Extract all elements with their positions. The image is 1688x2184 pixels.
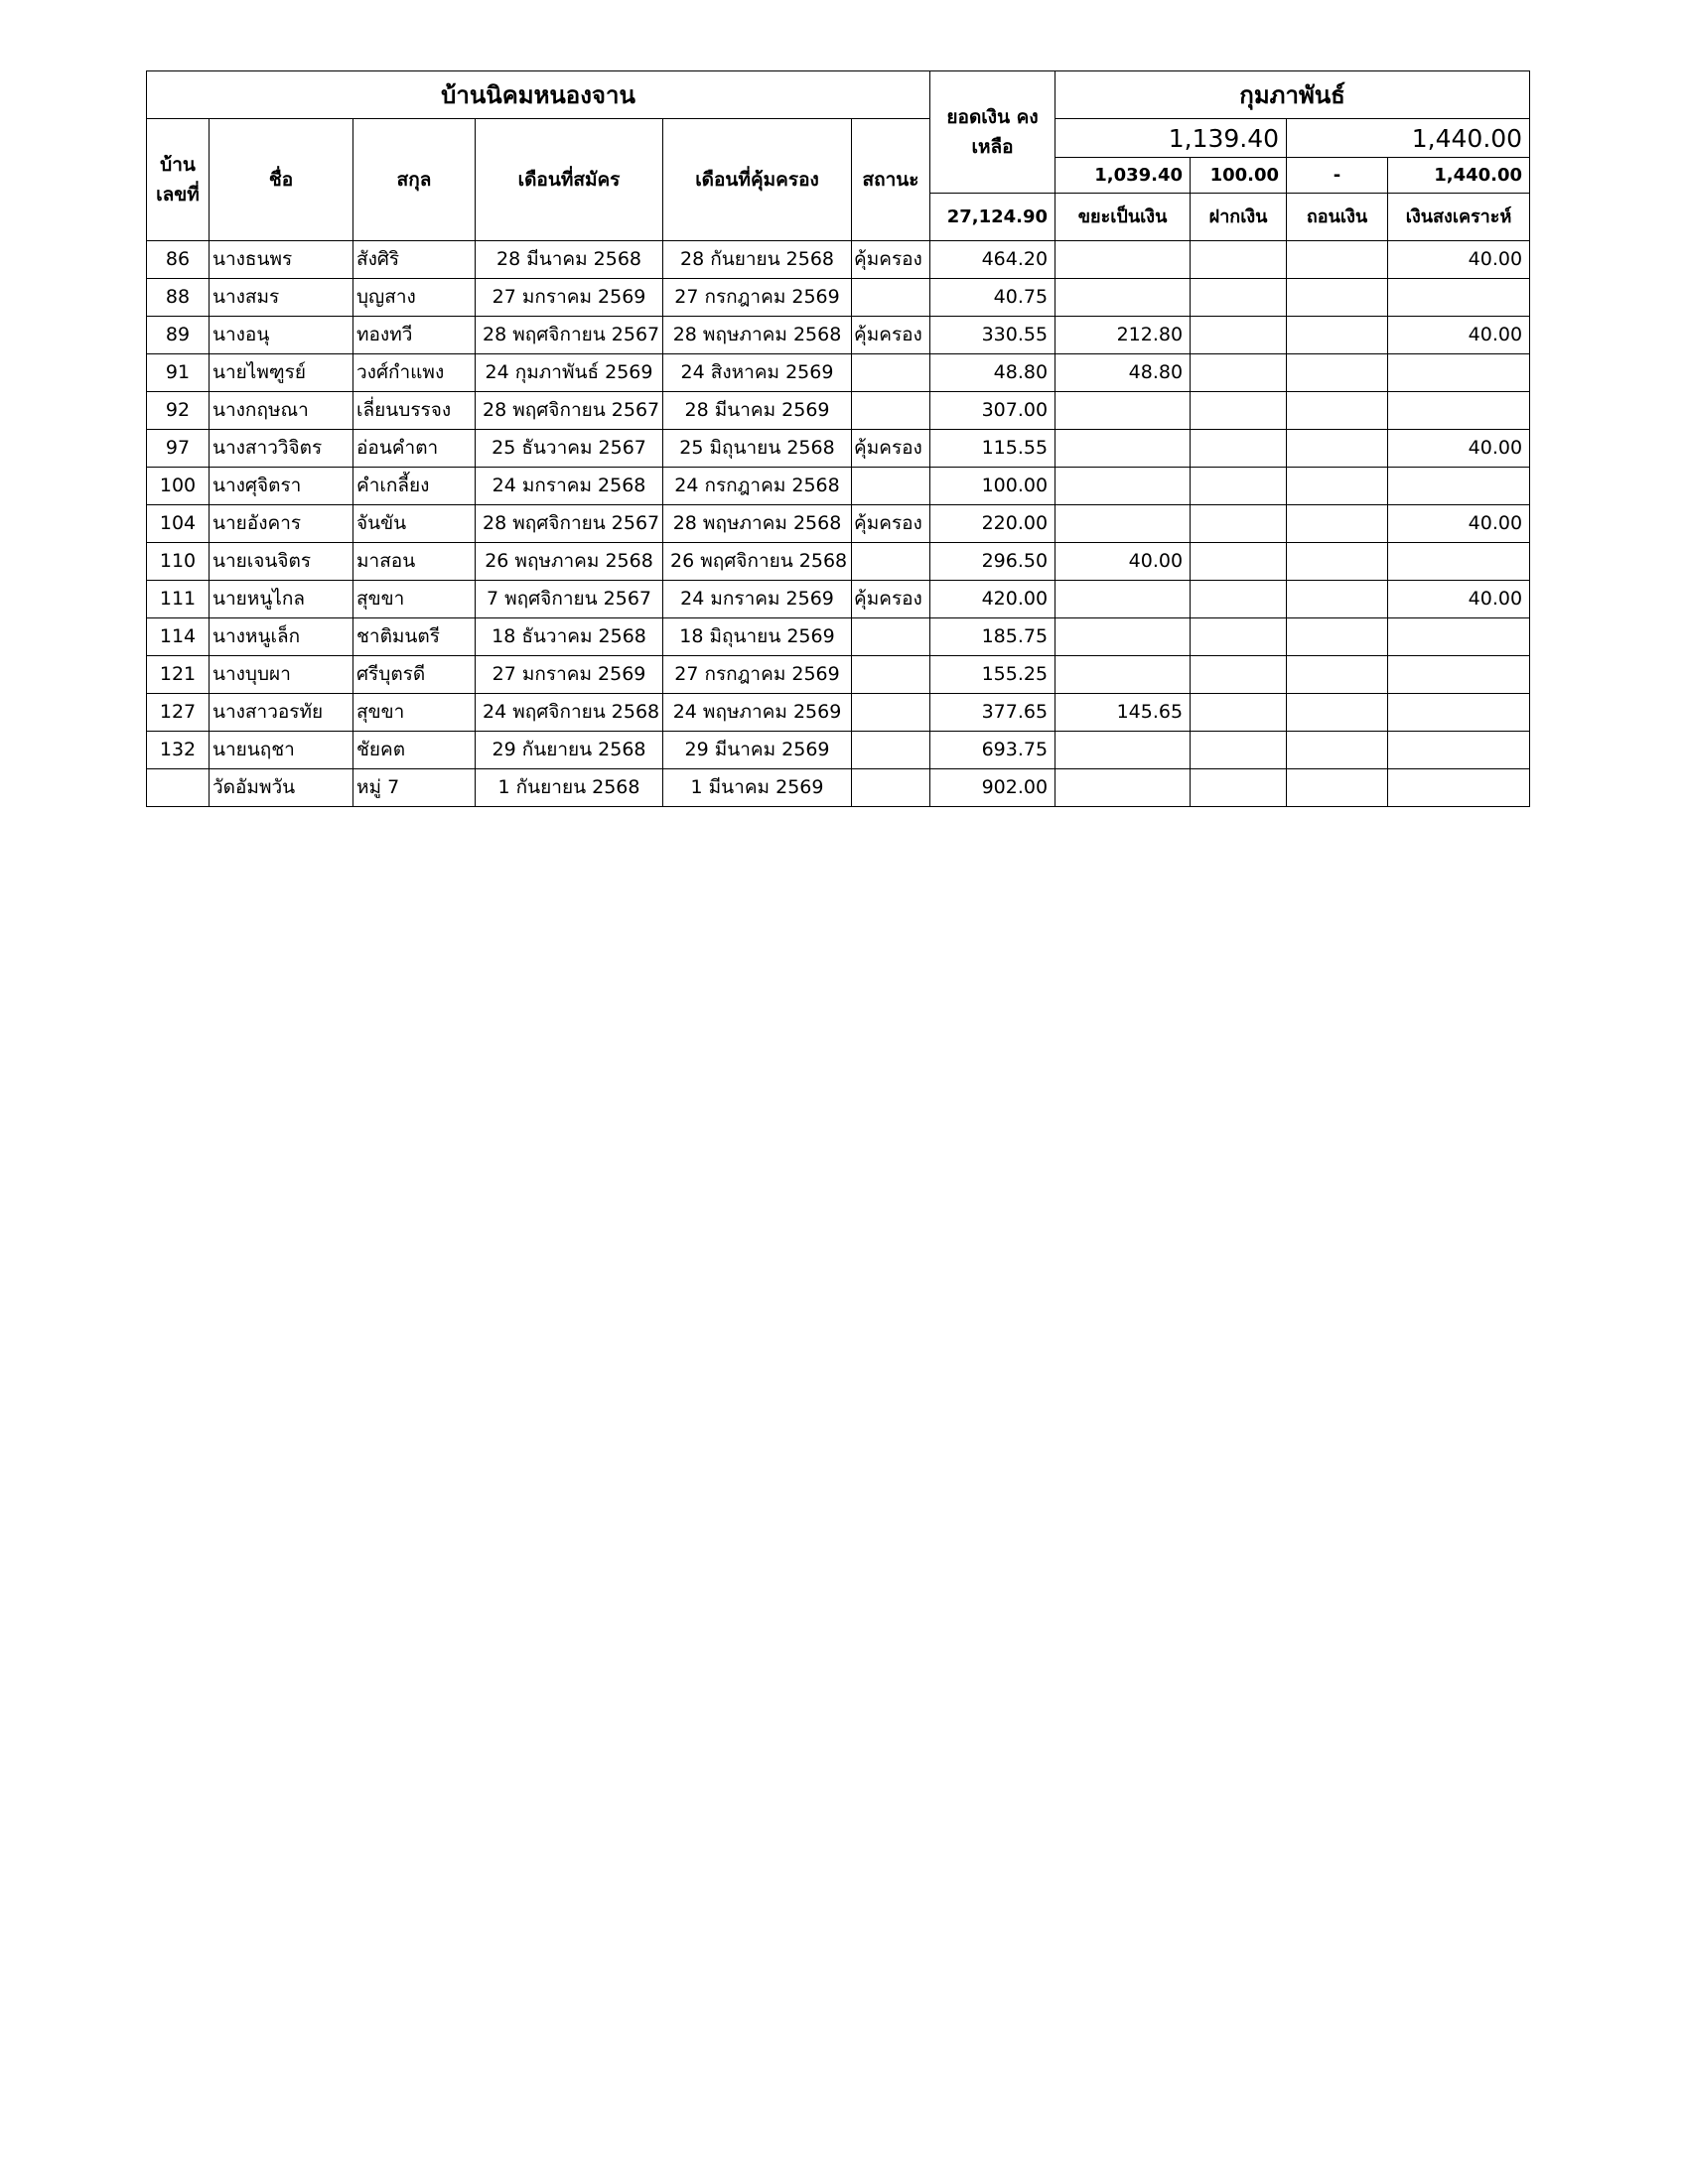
status-cell <box>852 656 930 694</box>
apply-month-cell: 7 พฤศจิกายน 2567 <box>476 581 663 618</box>
withdraw-cell <box>1287 468 1388 505</box>
status-cell: คุ้มครอง <box>852 581 930 618</box>
deposit-cell <box>1191 581 1287 618</box>
house-number-cell: 114 <box>147 618 210 656</box>
cover-month-cell: 28 กันยายน 2568 <box>663 241 852 279</box>
waste-amount-cell: 48.80 <box>1055 354 1191 392</box>
welfare-cell: 40.00 <box>1388 241 1530 279</box>
house-number-cell: 100 <box>147 468 210 505</box>
withdraw-cell <box>1287 769 1388 807</box>
month-header: กุมภาพันธ์ <box>1055 71 1530 119</box>
status-cell: คุ้มครอง <box>852 317 930 354</box>
apply-month-cell: 28 พฤศจิกายน 2567 <box>476 317 663 354</box>
deposit-cell <box>1191 430 1287 468</box>
waste-amount-cell <box>1055 732 1191 769</box>
table-header <box>147 71 1530 241</box>
house-number-cell: 104 <box>147 505 210 543</box>
waste-amount-cell: 40.00 <box>1055 543 1191 581</box>
apply-month-cell: 28 มีนาคม 2568 <box>476 241 663 279</box>
name-cell: นางสาวอรทัย <box>210 694 353 732</box>
house-number-cell: 88 <box>147 279 210 317</box>
surname-cell: ศรีบุตรดี <box>353 656 476 694</box>
withdraw-cell <box>1287 618 1388 656</box>
apply-month-cell: 28 พฤศจิกายน 2567 <box>476 392 663 430</box>
balance-cell: 48.80 <box>930 354 1055 392</box>
deposit-cell <box>1191 769 1287 807</box>
surname-cell: อ่อนคำตา <box>353 430 476 468</box>
cover-month-cell: 18 มิถุนายน 2569 <box>663 618 852 656</box>
welfare-cell: 40.00 <box>1388 430 1530 468</box>
name-cell: นายนฤชา <box>210 732 353 769</box>
apply-month-cell: 18 ธันวาคม 2568 <box>476 618 663 656</box>
balance-cell: 420.00 <box>930 581 1055 618</box>
balance-header: ยอดเงิน คงเหลือ <box>930 71 1055 194</box>
surname-cell: สุขขา <box>353 694 476 732</box>
welfare-cell <box>1388 279 1530 317</box>
surname-cell: จันขัน <box>353 505 476 543</box>
name-cell: นายอังคาร <box>210 505 353 543</box>
house-number-cell: 127 <box>147 694 210 732</box>
apply-month-header: เดือนที่สมัคร <box>476 119 663 241</box>
name-header: ชื่อ <box>210 119 353 241</box>
cover-month-cell: 26 พฤศจิกายน 2568 <box>663 543 852 581</box>
withdraw-cell <box>1287 694 1388 732</box>
table-row <box>147 430 1530 468</box>
cover-month-cell: 27 กรกฎาคม 2569 <box>663 656 852 694</box>
deposit-cell <box>1191 279 1287 317</box>
welfare-cell <box>1388 694 1530 732</box>
welfare-cell <box>1388 618 1530 656</box>
table-row <box>147 505 1530 543</box>
table-row <box>147 732 1530 769</box>
table-row <box>147 279 1530 317</box>
balance-cell: 902.00 <box>930 769 1055 807</box>
deposit-cell <box>1191 241 1287 279</box>
withdraw-cell <box>1287 732 1388 769</box>
waste-amount-cell: 212.80 <box>1055 317 1191 354</box>
balance-cell: 155.25 <box>930 656 1055 694</box>
balance-cell: 377.65 <box>930 694 1055 732</box>
surname-cell: มาสอน <box>353 543 476 581</box>
welfare-cell <box>1388 354 1530 392</box>
apply-month-cell: 27 มกราคม 2569 <box>476 279 663 317</box>
status-header: สถานะ <box>852 119 930 241</box>
surname-cell: หมู่ 7 <box>353 769 476 807</box>
deposit-cell <box>1191 392 1287 430</box>
apply-month-cell: 24 กุมภาพันธ์ 2569 <box>476 354 663 392</box>
group1-total: 1,139.40 <box>1055 119 1287 158</box>
status-cell <box>852 618 930 656</box>
name-cell: นายเจนจิตร <box>210 543 353 581</box>
balance-cell: 307.00 <box>930 392 1055 430</box>
cover-month-cell: 24 พฤษภาคม 2569 <box>663 694 852 732</box>
house-number-cell: 86 <box>147 241 210 279</box>
welfare-subtotal: 1,440.00 <box>1388 158 1530 194</box>
surname-cell: เลี่ยนบรรจง <box>353 392 476 430</box>
welfare-cell <box>1388 656 1530 694</box>
table-row <box>147 618 1530 656</box>
apply-month-cell: 24 พฤศจิกายน 2568 <box>476 694 663 732</box>
status-cell: คุ้มครอง <box>852 430 930 468</box>
name-cell: นางสมร <box>210 279 353 317</box>
cover-month-header: เดือนที่คุ้มครอง <box>663 119 852 241</box>
apply-month-cell: 25 ธันวาคม 2567 <box>476 430 663 468</box>
cover-month-cell: 28 พฤษภาคม 2568 <box>663 317 852 354</box>
welfare-cell: 40.00 <box>1388 505 1530 543</box>
house-number-cell: 91 <box>147 354 210 392</box>
house-number-header: บ้าน เลขที่ <box>147 119 210 241</box>
name-cell: นางสาววิจิตร <box>210 430 353 468</box>
page-title: บ้านนิคมหนองจาน <box>147 71 930 119</box>
apply-month-cell: 27 มกราคม 2569 <box>476 656 663 694</box>
waste-amount-cell <box>1055 656 1191 694</box>
table-row <box>147 392 1530 430</box>
deposit-cell <box>1191 317 1287 354</box>
name-cell: นางบุบผา <box>210 656 353 694</box>
surname-cell: สุขขา <box>353 581 476 618</box>
withdraw-cell <box>1287 241 1388 279</box>
table-body <box>147 241 1530 807</box>
status-cell <box>852 694 930 732</box>
deposit-header: ฝากเงิน <box>1191 194 1287 241</box>
balance-cell: 330.55 <box>930 317 1055 354</box>
balance-cell: 185.75 <box>930 618 1055 656</box>
name-cell: นางหนูเล็ก <box>210 618 353 656</box>
status-cell <box>852 279 930 317</box>
balance-total: 27,124.90 <box>930 194 1055 241</box>
withdraw-subtotal: - <box>1287 158 1388 194</box>
balance-cell: 115.55 <box>930 430 1055 468</box>
apply-month-cell: 29 กันยายน 2568 <box>476 732 663 769</box>
cover-month-cell: 28 พฤษภาคม 2568 <box>663 505 852 543</box>
house-number-cell: 110 <box>147 543 210 581</box>
deposit-cell <box>1191 468 1287 505</box>
waste-subtotal: 1,039.40 <box>1055 158 1191 194</box>
waste-header: ขยะเป็นเงิน <box>1055 194 1191 241</box>
withdraw-cell <box>1287 392 1388 430</box>
welfare-cell <box>1388 392 1530 430</box>
waste-amount-cell <box>1055 241 1191 279</box>
name-cell: นายหนูไกล <box>210 581 353 618</box>
name-cell: วัดอัมพวัน <box>210 769 353 807</box>
apply-month-cell: 28 พฤศจิกายน 2567 <box>476 505 663 543</box>
deposit-cell <box>1191 656 1287 694</box>
waste-amount-cell <box>1055 392 1191 430</box>
withdraw-cell <box>1287 430 1388 468</box>
apply-month-cell: 1 กันยายน 2568 <box>476 769 663 807</box>
table-row <box>147 543 1530 581</box>
surname-cell: ชัยคต <box>353 732 476 769</box>
cover-month-cell: 28 มีนาคม 2569 <box>663 392 852 430</box>
cover-month-cell: 27 กรกฎาคม 2569 <box>663 279 852 317</box>
waste-amount-cell <box>1055 618 1191 656</box>
status-cell <box>852 769 930 807</box>
cover-month-cell: 24 สิงหาคม 2569 <box>663 354 852 392</box>
status-cell <box>852 543 930 581</box>
house-number-cell: 97 <box>147 430 210 468</box>
deposit-cell <box>1191 694 1287 732</box>
name-cell: นางอนุ <box>210 317 353 354</box>
table-row <box>147 241 1530 279</box>
withdraw-cell <box>1287 505 1388 543</box>
balance-cell: 220.00 <box>930 505 1055 543</box>
deposit-cell <box>1191 505 1287 543</box>
status-cell: คุ้มครอง <box>852 505 930 543</box>
status-cell: คุ้มครอง <box>852 241 930 279</box>
table-row <box>147 769 1530 807</box>
house-number-cell: 121 <box>147 656 210 694</box>
surname-header: สกุล <box>353 119 476 241</box>
waste-amount-cell <box>1055 430 1191 468</box>
cover-month-cell: 24 กรกฎาคม 2568 <box>663 468 852 505</box>
withdraw-cell <box>1287 354 1388 392</box>
balance-cell: 40.75 <box>930 279 1055 317</box>
waste-amount-cell <box>1055 581 1191 618</box>
balance-cell: 100.00 <box>930 468 1055 505</box>
cover-month-cell: 29 มีนาคม 2569 <box>663 732 852 769</box>
name-cell: นายไพฑูรย์ <box>210 354 353 392</box>
withdraw-header: ถอนเงิน <box>1287 194 1388 241</box>
house-number-cell: 132 <box>147 732 210 769</box>
status-cell <box>852 354 930 392</box>
house-number-cell: 92 <box>147 392 210 430</box>
house-number-cell: 89 <box>147 317 210 354</box>
waste-bank-table <box>146 70 1530 807</box>
welfare-cell <box>1388 769 1530 807</box>
deposit-cell <box>1191 543 1287 581</box>
welfare-cell <box>1388 468 1530 505</box>
name-cell: นางศุจิตรา <box>210 468 353 505</box>
surname-cell: บุญสาง <box>353 279 476 317</box>
name-cell: นางธนพร <box>210 241 353 279</box>
deposit-cell <box>1191 354 1287 392</box>
name-cell: นางกฤษณา <box>210 392 353 430</box>
withdraw-cell <box>1287 543 1388 581</box>
deposit-cell <box>1191 618 1287 656</box>
table-row <box>147 694 1530 732</box>
group2-total: 1,440.00 <box>1287 119 1530 158</box>
welfare-cell: 40.00 <box>1388 317 1530 354</box>
table-row <box>147 468 1530 505</box>
status-cell <box>852 392 930 430</box>
welfare-header: เงินสงเคราะห์ <box>1388 194 1530 241</box>
house-number-cell <box>147 769 210 807</box>
welfare-cell <box>1388 732 1530 769</box>
withdraw-cell <box>1287 317 1388 354</box>
deposit-subtotal: 100.00 <box>1191 158 1287 194</box>
cover-month-cell: 25 มิถุนายน 2568 <box>663 430 852 468</box>
withdraw-cell <box>1287 279 1388 317</box>
withdraw-cell <box>1287 656 1388 694</box>
table-row <box>147 581 1530 618</box>
apply-month-cell: 26 พฤษภาคม 2568 <box>476 543 663 581</box>
cover-month-cell: 24 มกราคม 2569 <box>663 581 852 618</box>
table-row <box>147 354 1530 392</box>
welfare-cell: 40.00 <box>1388 581 1530 618</box>
waste-amount-cell <box>1055 769 1191 807</box>
table-row <box>147 656 1530 694</box>
withdraw-cell <box>1287 581 1388 618</box>
waste-amount-cell <box>1055 468 1191 505</box>
surname-cell: ทองทวี <box>353 317 476 354</box>
surname-cell: สังศิริ <box>353 241 476 279</box>
balance-cell: 693.75 <box>930 732 1055 769</box>
house-number-cell: 111 <box>147 581 210 618</box>
welfare-cell <box>1388 543 1530 581</box>
balance-cell: 296.50 <box>930 543 1055 581</box>
surname-cell: วงศ์กำแพง <box>353 354 476 392</box>
status-cell <box>852 732 930 769</box>
table-row <box>147 317 1530 354</box>
cover-month-cell: 1 มีนาคม 2569 <box>663 769 852 807</box>
surname-cell: ชาติมนตรี <box>353 618 476 656</box>
balance-cell: 464.20 <box>930 241 1055 279</box>
waste-amount-cell <box>1055 279 1191 317</box>
apply-month-cell: 24 มกราคม 2568 <box>476 468 663 505</box>
surname-cell: คำเกลี้ยง <box>353 468 476 505</box>
status-cell <box>852 468 930 505</box>
deposit-cell <box>1191 732 1287 769</box>
waste-amount-cell: 145.65 <box>1055 694 1191 732</box>
waste-amount-cell <box>1055 505 1191 543</box>
